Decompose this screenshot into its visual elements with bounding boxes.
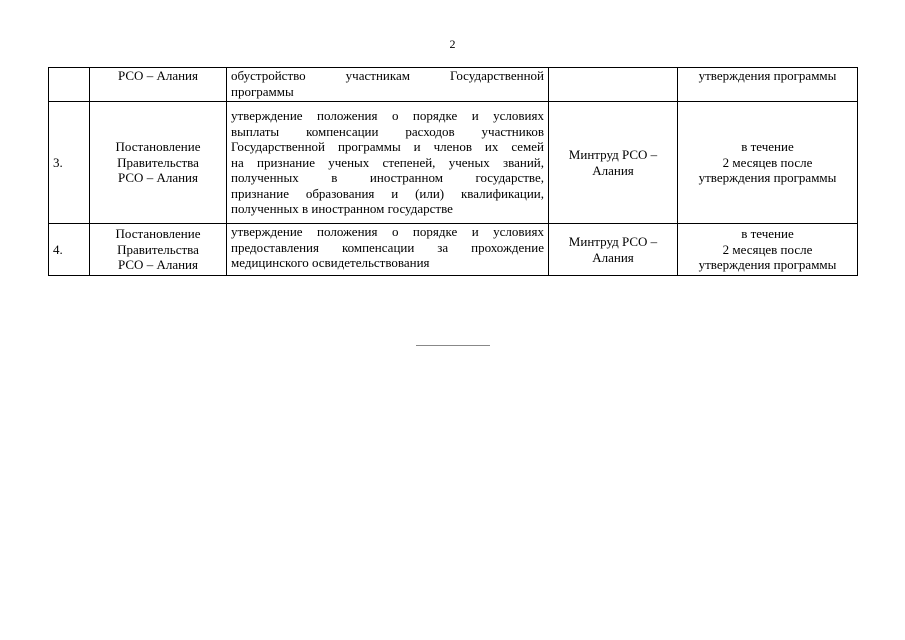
deadline-cell (678, 224, 858, 276)
description-line: выплаты компенсации расходов участников (231, 123, 544, 139)
deadline-line: утверждения программы (698, 68, 837, 83)
document-type-line: Постановление (115, 139, 201, 155)
document-type-cell (90, 224, 227, 276)
description-line: полученных в иностранном государстве, (231, 170, 544, 186)
deadline-line: утверждения программы (698, 257, 837, 273)
responsible-cell (549, 224, 678, 276)
document-type-line: Постановление (115, 226, 201, 242)
responsible-line: Минтруд РСО – (568, 146, 658, 162)
description-line: программы (231, 83, 294, 99)
document-type-line: Правительства (117, 154, 199, 170)
deadline-cell (678, 102, 858, 224)
measures-table (48, 67, 858, 276)
description-line: обустройство участникам Государственной (231, 68, 544, 83)
description-cell (227, 68, 549, 102)
document-type-line: Правительства (117, 241, 199, 257)
deadline-line: 2 месяцев после (722, 241, 813, 257)
deadline-line: 2 месяцев после (722, 154, 813, 170)
responsible-cell (549, 102, 678, 224)
document-type-line: РСО – Алания (118, 257, 198, 273)
description-line: на признание ученых степеней, ученых званий, (231, 154, 544, 170)
document-type-line: РСО – Алания (118, 68, 198, 83)
deadline-line: в течение (741, 139, 794, 155)
table-row (49, 68, 858, 102)
page-number: 2 (449, 37, 456, 51)
description-cell (227, 224, 549, 276)
document-type-cell (90, 68, 227, 102)
description-line: признание образования и (или) квалификации, (231, 185, 544, 201)
description-line: полученных в иностранном государстве (231, 201, 453, 217)
description-line: медицинского освидетельствования (231, 255, 430, 271)
responsible-line: Алания (592, 249, 634, 265)
document-type-cell (90, 102, 227, 224)
responsible-line: Алания (592, 162, 634, 178)
responsible-cell (549, 68, 678, 102)
description-cell (227, 102, 549, 224)
row-number-cell: 4. (49, 224, 90, 276)
description-line: утверждение положения о порядке и условиях (231, 224, 544, 239)
description-line: утверждение положения о порядке и условиях (231, 107, 544, 123)
end-separator-line (416, 345, 490, 346)
table-row (49, 224, 858, 276)
row-number-cell (49, 68, 90, 102)
deadline-line: в течение (741, 226, 794, 242)
document-type-line: РСО – Алания (118, 170, 198, 186)
row-number-cell: 3. (49, 102, 90, 224)
responsible-line: Минтруд РСО – (568, 233, 658, 249)
description-line: Государственной программы и членов их семей (231, 139, 544, 155)
deadline-line: утверждения программы (698, 170, 837, 186)
description-line: предоставления компенсации за прохождение (231, 239, 544, 255)
table-row (49, 102, 858, 224)
deadline-cell (678, 68, 858, 102)
